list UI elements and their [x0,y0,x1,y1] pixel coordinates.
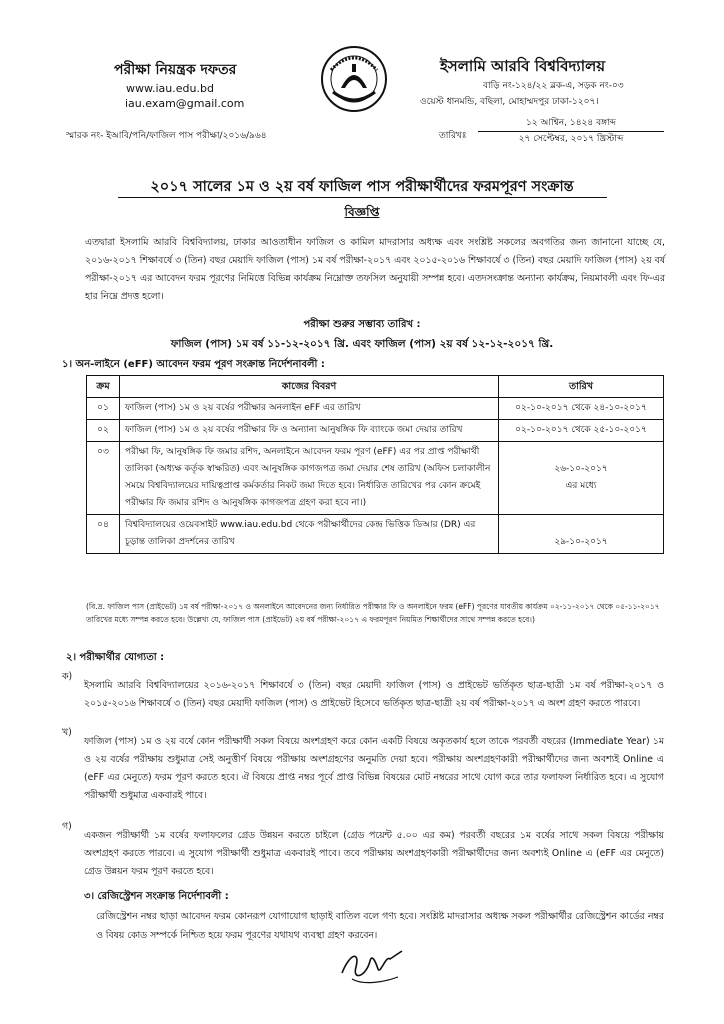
date-english: ২৭ সেপ্টেম্বর, ২০১৭ খ্রিস্টাব্দ [518,134,624,144]
date-bangla: ১২ আশ্বিন, ১৪২৪ বঙ্গাব্দ [478,116,664,132]
col-date: তারিখ [499,376,664,398]
table-note: (বি.দ্র. ফাজিল পাস (প্রাইভেট) ১ম বর্ষ পরীক্ষা-২০১৭ ও অনলাইনে আবেদনের জন্য নির্ধারিত পরীক্ষার ফি ও অনলাইনে ফরম (eFF) পূরণের যাবতীয় কার্যক্রম ০২-১১-২০১৭ থেকে ০৫-১১-২০১৭ তারিখের মধ্যে সম্পন্ন করতে হবে। উল্লেখ্য যে, ফাজিল পাস (প্রাইভেট) ২য় বর্ষ পরীক্ষা-২০১৭ এ ফরমপূরণ নিয়মিত শিক্ষার্থীদের সাথে সম্পন্ন করতে হবে।) [86,602,660,624]
row-serial: ০৪ [87,515,120,554]
item-text: ইসলামি আরবি বিশ্ববিদ্যালয়ের ২০১৬-২০১৭ শিক্ষাবর্ষে ৩ (তিন) বছর মেয়াদী ফাজিল (পাস) ও প্রাইভেট ভর্তিকৃত ছাত্র-ছাত্রী ১ম বর্ষ পরীক্ষা-২০১৭ ও ২০১৫-২০১৬ শিক্ষাবর্ষে ৩ (তিন) বছর মেয়াদী ফাজিল (পাস) ও প্রাইভেট হিসেবে ভর্তিকৃত ছাত্র-ছাত্রী ২য় বর্ষ পরীক্ষা-২০১৭ এ অংশ গ্রহণ করতে পারবে। [84,680,664,710]
row-description: ফাজিল (পাস) ১ম ও ২য় বর্ষের পরীক্ষার অনলাইন eFF এর তারিখ [120,398,499,420]
schedule-heading: পরীক্ষা শুরুর সম্ভাব্য তারিখ : [303,319,421,330]
eligibility-item [62,724,664,815]
table-header-row [87,376,664,398]
row-description: বিশ্ববিদ্যালয়ের ওয়েবসাইট www.iau.edu.bd থেকে পরীক্ষার্থীদের কেন্দ্র ভিত্তিক ডিআর (DR) এর চূড়ান্ত তালিকা প্রদর্শনের তারিখ [120,515,499,554]
row-date: ০২-১০-২০১৭ থেকে ২৫-১০-২০১৭ [499,420,664,442]
date-block [478,116,664,147]
item-marker: গ) [62,821,72,832]
website-link[interactable]: www.iau.edu.bd [126,82,214,95]
col-serial: ক্রম [87,376,120,398]
notice-title: ২০১৭ সালের ১ম ও ২য় বর্ষ ফাজিল পাস পরীক্ষার্থীদের ফরমপূরণ সংক্রান্ত [150,179,574,195]
registration-paragraph: রেজিস্ট্রেশন নম্বর ছাড়া আবেদন ফরম কোনরূপ যোগাযোগ ছাড়াই বাতিল বলে গণ্য হবে। সংশ্লিষ্ট মাদরাসার অধ্যক্ষ সকল পরীক্ষার্থীর রেজিস্ট্রেশন কার্ডের নম্বর ও বিষয় কোড সম্পর্কে নিশ্চিত হয়ে ফরম পূরণের যথাযথ ব্যবস্থা গ্রহণ করবেন। [96,911,664,941]
memo-number: স্মারক নং- ইআবি/পনি/ফাজিল পাস পরীক্ষা/২০১৬/৯৬৪ [66,131,267,141]
university-logo [319,44,389,114]
table-row [87,420,664,442]
signature [332,933,412,993]
row-date-value: ২৬-১০-২০১৭ [554,464,608,474]
row-date-suffix: এর মধ্যে [565,481,597,491]
office-title: পরীক্ষা নিয়ন্ত্রক দফতর [114,62,237,78]
date-label: তারিখঃ [439,131,467,141]
col-description: কাজের বিবরণ [120,376,499,398]
table-row [87,515,664,554]
item-text: ফাজিল (পাস) ১ম ও ২য় বর্ষে কোন পরীক্ষার্থী সকল বিষয়ে অংশগ্রহণ করে কোন একটি বিষয়ে অকৃতকার্য হলে তাকে পরবর্তী বছরের (Immediate Year) ১ম ও ২য় বর্ষের পরীক্ষায় শুধুমাত্র সেই অনুত্তীর্ণ বিষয়ে পরীক্ষায় অংশগ্রহণের অনুমতি দেয়া হবে। পরীক্ষায় অংশগ্রহণকারী পরীক্ষার্থীদের জন্য অবশ্যই Online এ (eFF এর মেনুতে) ফরম পূরণ করতে হবে। ঐ বিষয়ে প্রাপ্ত নম্বর পূর্বে প্রাপ্ত বিভিন্ন বিষয়ের মোট নম্বরের সাথে যোগ করে তার ফলাফল নির্ধারিত হবে। এ সুযোগ পরীক্ষার্থী শুধুমাত্র একবারই পাবে। [84,736,664,802]
intro-paragraph: এতদ্বারা ইসলামি আরবি বিশ্ববিদ্যালয়, ঢাকার আওতাধীন ফাজিল ও কামিল মাদরাসার অধ্যক্ষ এবং সংশ্লিষ্ট সকলের অবগতির জন্য জানানো যাচ্ছে যে, ২০১৬-২০১৭ শিক্ষাবর্ষে ৩ (তিন) বছর মেয়াদি ফাজিল (পাস) ১ম বর্ষ পরীক্ষা-২০১৭ এবং ২০১৫-২০১৬ শিক্ষাবর্ষে ৩ (তিন) বছর মেয়াদি ফাজিল (পাস) ২য় বর্ষ পরীক্ষা-২০১৭ এর আবেদন ফরম পূরণের নিমিত্তে বিভিন্ন কার্যক্রম নিম্নোক্ত তফসিল অনুযায়ী সম্পন্ন হবে। এতদসংক্রান্ত অন্যান্য কার্যক্রম, নিয়মাবলী এবং ফি-এর হার নিম্নে প্রদত্ত হলো। [85,237,665,302]
university-name: ইসলামি আরবি বিশ্ববিদ্যালয় [440,57,606,75]
row-date: ০২-১০-২০১৭ থেকে ২৪-১০-২০১৭ [499,398,664,420]
row-serial: ০২ [87,420,120,442]
notice-subtitle: বিজ্ঞপ্তি [344,205,380,219]
row-serial: ০১ [87,398,120,420]
schedule-dates: ফাজিল (পাস) ১ম বর্ষ ১১-১২-২০১৭ খ্রি. এবং ফাজিল (পাস) ২য় বর্ষ ১২-১২-২০১৭ খ্রি. [170,338,554,350]
section-1-heading: ১। অন-লাইনে (eFF) আবেদন ফরম পূরণ সংক্রান্ত নির্দেশনাবলী : [62,359,325,370]
eff-schedule-table [86,375,664,554]
item-text: একজন পরীক্ষার্থী ১ম বর্ষের ফলাফলের গ্রেড উন্নয়ন করতে চাইলে (গ্রেড পয়েন্ট ৫.০০ এর কম) পরবর্তী বছরের ১ম বর্ষের সাথে সকল বিষয়ে পরীক্ষায় অংশগ্রহণ করতে পারবে। এ সুযোগ পরীক্ষার্থী শুধুমাত্র একবারই পাবে। তবে পরীক্ষায় অংশগ্রহণকারী পরীক্ষার্থীদের জন্য অবশ্যই Online এ (eFF এর মেনুতে) গ্রেড উন্নয়ন ফরম পূরণ করতে হবে। [84,830,664,878]
item-marker: ক) [62,671,73,682]
table-row [87,398,664,420]
item-marker: খ) [62,727,72,738]
row-date: ২৯-১০-২০১৭ [499,515,664,554]
table-row [87,442,664,515]
address-line-2: ওয়েস্ট ধানমন্ডি, বছিলা, মোহাম্মদপুর ঢাকা-১২০৭। [420,97,599,107]
address-line-1: বাড়ি নং-১২৪/২২ ব্লক-এ, সড়ক নং-০৩ [483,81,624,91]
email-link[interactable]: iau.exam@gmail.com [125,97,245,110]
eligibility-item [62,668,664,723]
row-description: ফাজিল (পাস) ১ম ও ২য় বর্ষের পরীক্ষার ফি ও অন্যান্য আনুষঙ্গিক ফি ব্যাংকে জমা দেয়ার তারিখ [120,420,499,442]
title-underline [118,197,607,198]
row-serial: ০৩ [87,442,120,515]
eligibility-item [62,818,664,891]
section-3-heading: ৩। রেজিস্ট্রেশন সংক্রান্ত নির্দেশাবলী : [84,891,229,902]
row-description: পরীক্ষা ফি, আনুষঙ্গিক ফি জমার রশিদ, অনলাইনে আবেদন ফরম পূরণ (eFF) এর পর প্রাপ্ত পরীক্ষার্থী তালিকা (অধ্যক্ষ কর্তৃক স্বাক্ষরিত) এবং আনুষঙ্গিক কাগজপত্র জমা দেয়ার শেষ তারিখ (অফিস চলাকালীন সময়ে বিশ্ববিদ্যালয়ের দায়িত্বপ্রাপ্ত কর্মকর্তার নিকট জমা দিতে হবে। নির্ধারিত তারিখের পর কোন ক্রমেই পরীক্ষার ফি জমার রশিদ ও আনুষঙ্গিক কাগজপত্র গ্রহণ করা হবে না।) [120,442,499,515]
row-date [499,442,664,515]
section-2-heading: ২। পরীক্ষার্থীর যোগ্যতা : [66,652,165,663]
